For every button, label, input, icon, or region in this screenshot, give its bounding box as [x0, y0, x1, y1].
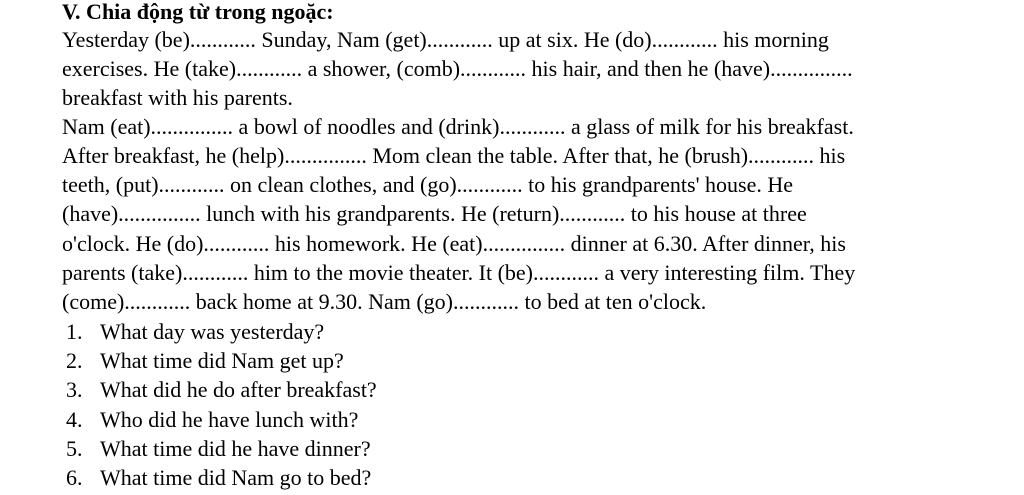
question-item: [66, 406, 358, 434]
question-item: [66, 376, 377, 404]
passage-line: teeth, (put)............ on clean clothes, and (go)............ to his grandparents' house. He: [62, 172, 794, 197]
passage-line: After breakfast, he (help)............... Mom clean the table. After that, he (brush)............ his: [62, 143, 846, 168]
question-item: [66, 464, 371, 492]
question-number: 4.: [66, 407, 83, 432]
passage-line: (come)............ back home at 9.30. Nam (go)............ to bed at ten o'clock.: [62, 289, 707, 314]
passage-line: o'clock. He (do)............ his homework. He (eat)............... dinner at 6.30. After dinner, his: [62, 231, 846, 256]
question-text: What time did Nam go to bed?: [100, 465, 372, 490]
question-item: [66, 318, 324, 346]
exercise-heading: V. Chia động từ trong ngoặc:: [62, 0, 334, 24]
question-text: What did he do after breakfast?: [100, 377, 377, 402]
question-item: [66, 435, 371, 463]
question-number: 5.: [66, 436, 83, 461]
question-number: 2.: [66, 348, 83, 373]
question-number: 1.: [66, 319, 83, 344]
question-number: 3.: [66, 377, 83, 402]
passage-line: exercises. He (take)............ a shower, (comb)............ his hair, and then he (have)...............: [62, 56, 853, 81]
question-text: What time did Nam get up?: [100, 348, 344, 373]
passage-line: Nam (eat)............... a bowl of noodles and (drink)............ a glass of milk for his breakfast.: [62, 114, 854, 139]
question-item: [66, 347, 344, 375]
passage-line: Yesterday (be)............ Sunday, Nam (get)............ up at six. He (do)............ his morning: [62, 27, 829, 52]
passage-line: parents (take)............ him to the movie theater. It (be)............ a very interesting film. They: [62, 260, 856, 285]
question-text: What time did he have dinner?: [100, 436, 371, 461]
question-text: What day was yesterday?: [100, 319, 325, 344]
question-text: Who did he have lunch with?: [100, 407, 359, 432]
passage-line: breakfast with his parents.: [62, 85, 293, 110]
passage-line: (have)............... lunch with his grandparents. He (return)............ to his house at three: [62, 201, 807, 226]
question-number: 6.: [66, 465, 83, 490]
